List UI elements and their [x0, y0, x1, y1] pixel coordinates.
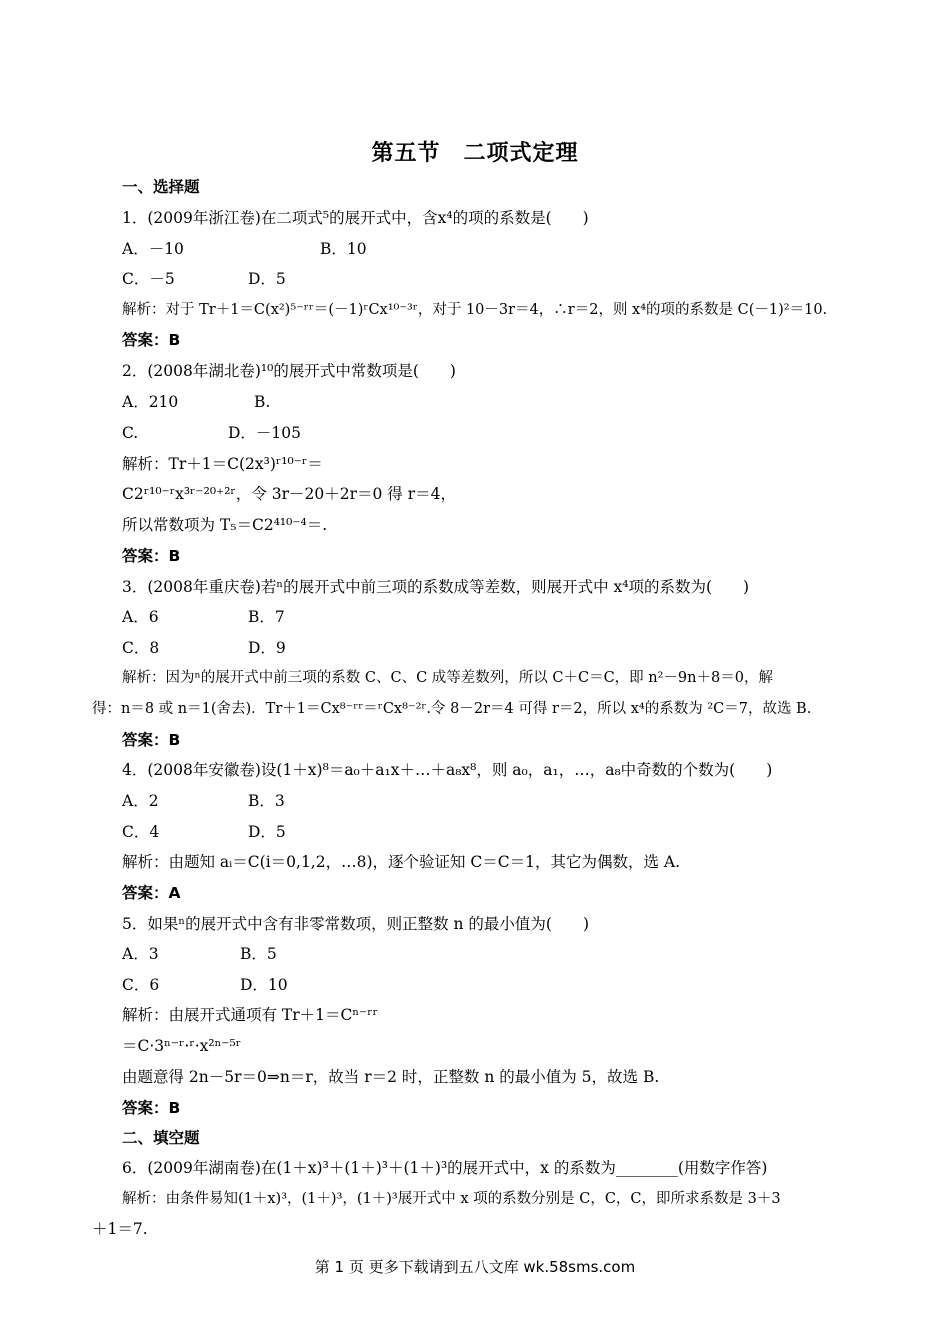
question-6-stem: 6．(2009年湖南卷)在(1＋x)³＋(1＋)³＋(1＋)³的展开式中，x 的系数为________(用数字作答): [122, 1159, 768, 1177]
question-1-option-d: D．5: [248, 270, 286, 288]
question-5-answer: 答案：B: [122, 1099, 181, 1117]
question-3-option-c: C．8: [122, 639, 160, 657]
question-5-analysis-line-2: ＝C·3ⁿ⁻ʳ·ʳ·x²ⁿ⁻⁵ʳ: [122, 1037, 242, 1055]
question-2-analysis-line-1: 解析：Tr＋1＝C(2x³)ʳ¹⁰⁻ʳ＝: [122, 455, 323, 473]
question-2-analysis-line-3: 所以常数项为 T₅＝C2⁴¹⁰⁻⁴＝.: [122, 516, 328, 534]
section-heading-choice: 一、选择题: [122, 178, 200, 196]
question-5-analysis-line-1: 解析：由展开式通项有 Tr＋1＝Cⁿ⁻ʳʳ: [122, 1006, 379, 1024]
question-3-analysis-line-2: 得：n＝8 或 n＝1(舍去)．Tr＋1＝Cx⁸⁻ʳʳ＝ʳCx⁸⁻²ʳ.令 8－2r＝4 可得 r＝2，所以 x⁴的系数为 ²C＝7，故选 B.: [92, 701, 812, 717]
question-4-answer: 答案：A: [122, 884, 181, 902]
question-3-analysis-line-1: 解析：因为ⁿ的展开式中前三项的系数 C、C、C 成等差数列，所以 C＋C＝C，即 n²－9n＋8＝0，解: [122, 670, 773, 686]
question-2-answer: 答案：B: [122, 547, 181, 565]
question-3-option-a: A．6: [122, 608, 159, 626]
question-2-stem: 2．(2008年湖北卷)¹⁰的展开式中常数项是( ): [122, 362, 456, 380]
question-1-stem: 1．(2009年浙江卷)在二项式⁵的展开式中，含x⁴的项的系数是( ): [122, 209, 589, 227]
question-5-option-b: B．5: [240, 945, 277, 963]
question-4-stem: 4．(2008年安徽卷)设(1＋x)⁸＝a₀＋a₁x＋…＋a₈x⁸，则 a₀，a₁，…，a₈中奇数的个数为( ): [122, 761, 773, 779]
question-3-option-b: B．7: [248, 608, 285, 626]
question-2-option-c: C.: [122, 424, 139, 442]
question-2-option-d: D．－105: [228, 424, 302, 442]
question-1-analysis: 解析：对于 Tr＋1＝C(x²)⁵⁻ʳʳ＝(－1)ʳCx¹⁰⁻³ʳ，对于 10－3r＝4，∴r＝2，则 x⁴的项的系数是 C(－1)²＝10.: [122, 302, 828, 318]
question-4-option-a: A．2: [122, 792, 159, 810]
question-3-option-d: D．9: [248, 639, 286, 657]
page-footer: 第 1 页 更多下载请到五八文库 wk.58sms.com: [314, 1258, 636, 1276]
question-4-analysis: 解析：由题知 aᵢ＝C(i＝0,1,2，…8)，逐个验证知 C＝C＝1，其它为偶数，选 A.: [122, 853, 681, 871]
question-3-answer: 答案：B: [122, 731, 181, 749]
question-5-option-a: A．3: [122, 945, 159, 963]
question-5-analysis-line-3: 由题意得 2n－5r＝0⇒n＝r，故当 r＝2 时，正整数 n 的最小值为 5，故选 B.: [122, 1068, 660, 1086]
question-5-option-c: C．6: [122, 976, 160, 994]
question-6-analysis-line-1: 解析：由条件易知(1＋x)³，(1＋)³，(1＋)³展开式中 x 项的系数分别是 C，C，C，即所求系数是 3＋3: [122, 1191, 781, 1207]
page-title: 第五节 二项式定理: [371, 141, 579, 166]
question-4-option-d: D．5: [248, 823, 286, 841]
question-1-option-c: C．－5: [122, 270, 175, 288]
question-5-stem: 5．如果ⁿ的展开式中含有非零常数项，则正整数 n 的最小值为( ): [122, 915, 590, 933]
question-1-answer: 答案：B: [122, 331, 181, 349]
section-heading-fill-in: 二、填空题: [122, 1129, 200, 1147]
question-5-option-d: D．10: [240, 976, 288, 994]
question-2-option-a: A．210: [122, 393, 179, 411]
question-3-stem: 3．(2008年重庆卷)若ⁿ的展开式中前三项的系数成等差数，则展开式中 x⁴项的系数为( ): [122, 578, 750, 596]
question-2-analysis-line-2: C2ʳ¹⁰⁻ʳx³ʳ⁻²⁰⁺²ʳ，令 3r－20＋2r＝0 得 r＝4，: [122, 485, 456, 503]
question-6-analysis-line-2: ＋1＝7.: [92, 1220, 148, 1238]
question-4-option-c: C．4: [122, 823, 160, 841]
question-1-option-b: B．10: [320, 240, 367, 258]
question-4-option-b: B．3: [248, 792, 285, 810]
question-1-option-a: A．－10: [122, 240, 184, 258]
question-2-option-b: B.: [254, 393, 271, 411]
